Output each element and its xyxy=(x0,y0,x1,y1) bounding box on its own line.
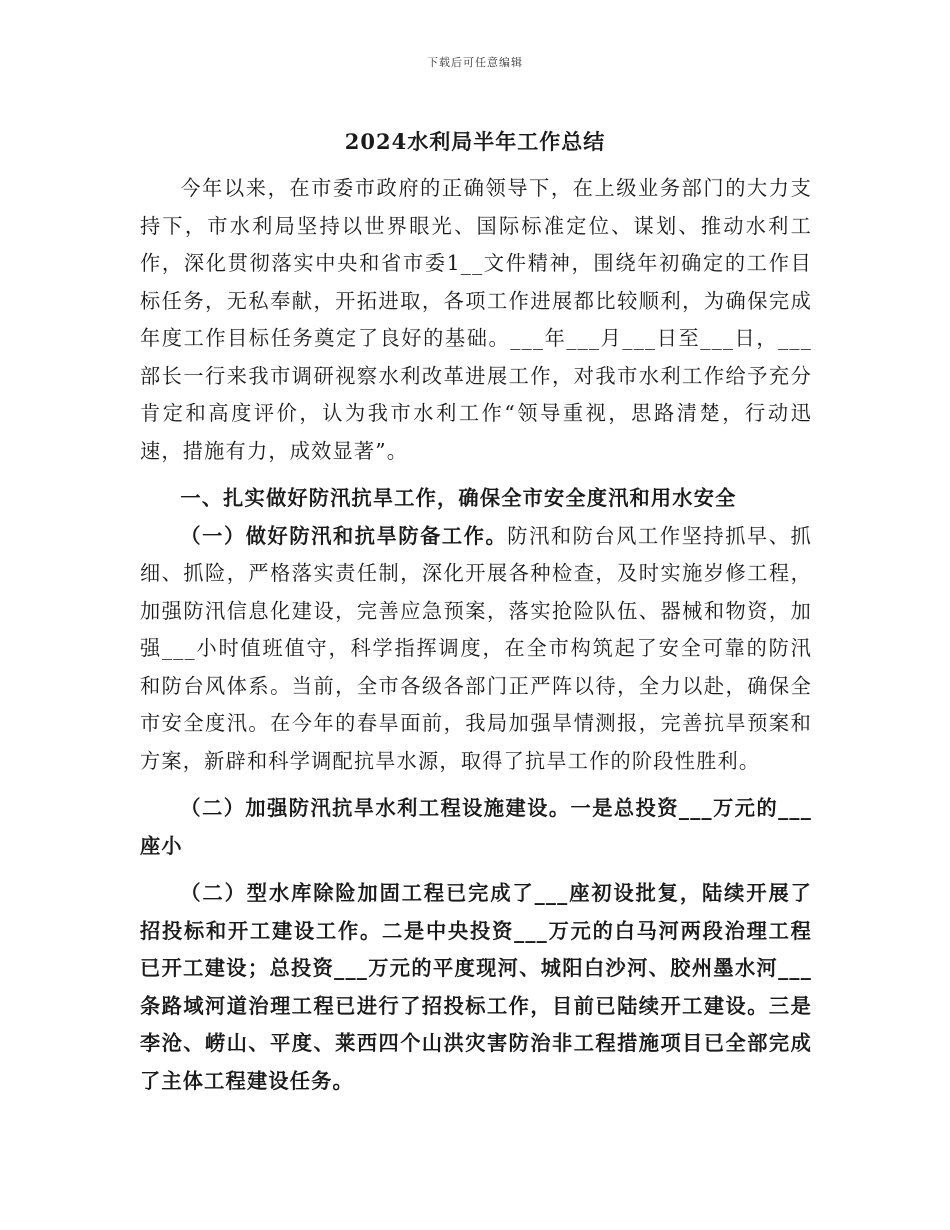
header-note: 下载后可任意编辑 xyxy=(427,56,523,69)
document-body xyxy=(140,170,812,1100)
section-1-heading: 一、扎实做好防汛抗旱工作，确保全市安全度汛和用水安全 xyxy=(180,486,737,510)
subsection-1-text: 防汛和防台风工作坚持抓早、抓细、抓险，严格落实责任制，深化开展各种检查，及时实施岁修工程，加强防汛信息化建设，完善应急预案，落实抢险队伍、器械和物资，加强___小时值班值守，科学指挥调度，在全市构筑起了安全可靠的防汛和防台风体系。当前，全市各级各部门正严阵以待，全力以赴，确保全市安全度汛。在今年的春旱面前，我局加强旱情测报，完善抗旱预案和方案，新辟和科学调配抗旱水源，取得了抗旱工作的阶段性胜利。 xyxy=(140,523,812,773)
subsection-3-paragraph: （二）型水库除险加固工程已完成了___座初设批复，陆续开展了招投标和开工建设工作。二是中央投资___万元的白马河两段治理工程已开工建设；总投资___万元的平度现河、城阳白沙河、胶州墨水河___条路域河道治理工程已进行了招投标工作，目前已陆续开工建设。三是李沧、崂山、平度、莱西四个山洪灾害防治非工程措施项目已全部完成了主体工程建设任务。 xyxy=(140,881,812,1093)
subsection-1-paragraph xyxy=(140,518,812,781)
document-title: 2024水利局半年工作总结 xyxy=(344,129,606,154)
subsection-1-heading: （一）做好防汛和抗旱防备工作。 xyxy=(180,523,508,548)
intro-paragraph: 今年以来，在市委市政府的正确领导下，在上级业务部门的大力支持下，市水利局坚持以世界眼光、国际标准定位、谋划、推动水利工作，深化贯彻落实中央和省市委1__文件精神，围绕年初确定的工作目标任务，无私奉献，开拓进取，各项工作进展都比较顺利，为确保完成年度工作目标任务奠定了良好的基础。___年___月___日至___日，___部长一行来我市调研视察水利改革进展工作，对我市水利工作给予充分肯定和高度评价，认为我市水利工作“领导重视，思路清楚，行动迅速，措施有力，成效显著”。 xyxy=(140,176,812,463)
subsection-2-paragraph: （二）加强防汛抗旱水利工程设施建设。一是总投资___万元的___座小 xyxy=(140,796,812,858)
